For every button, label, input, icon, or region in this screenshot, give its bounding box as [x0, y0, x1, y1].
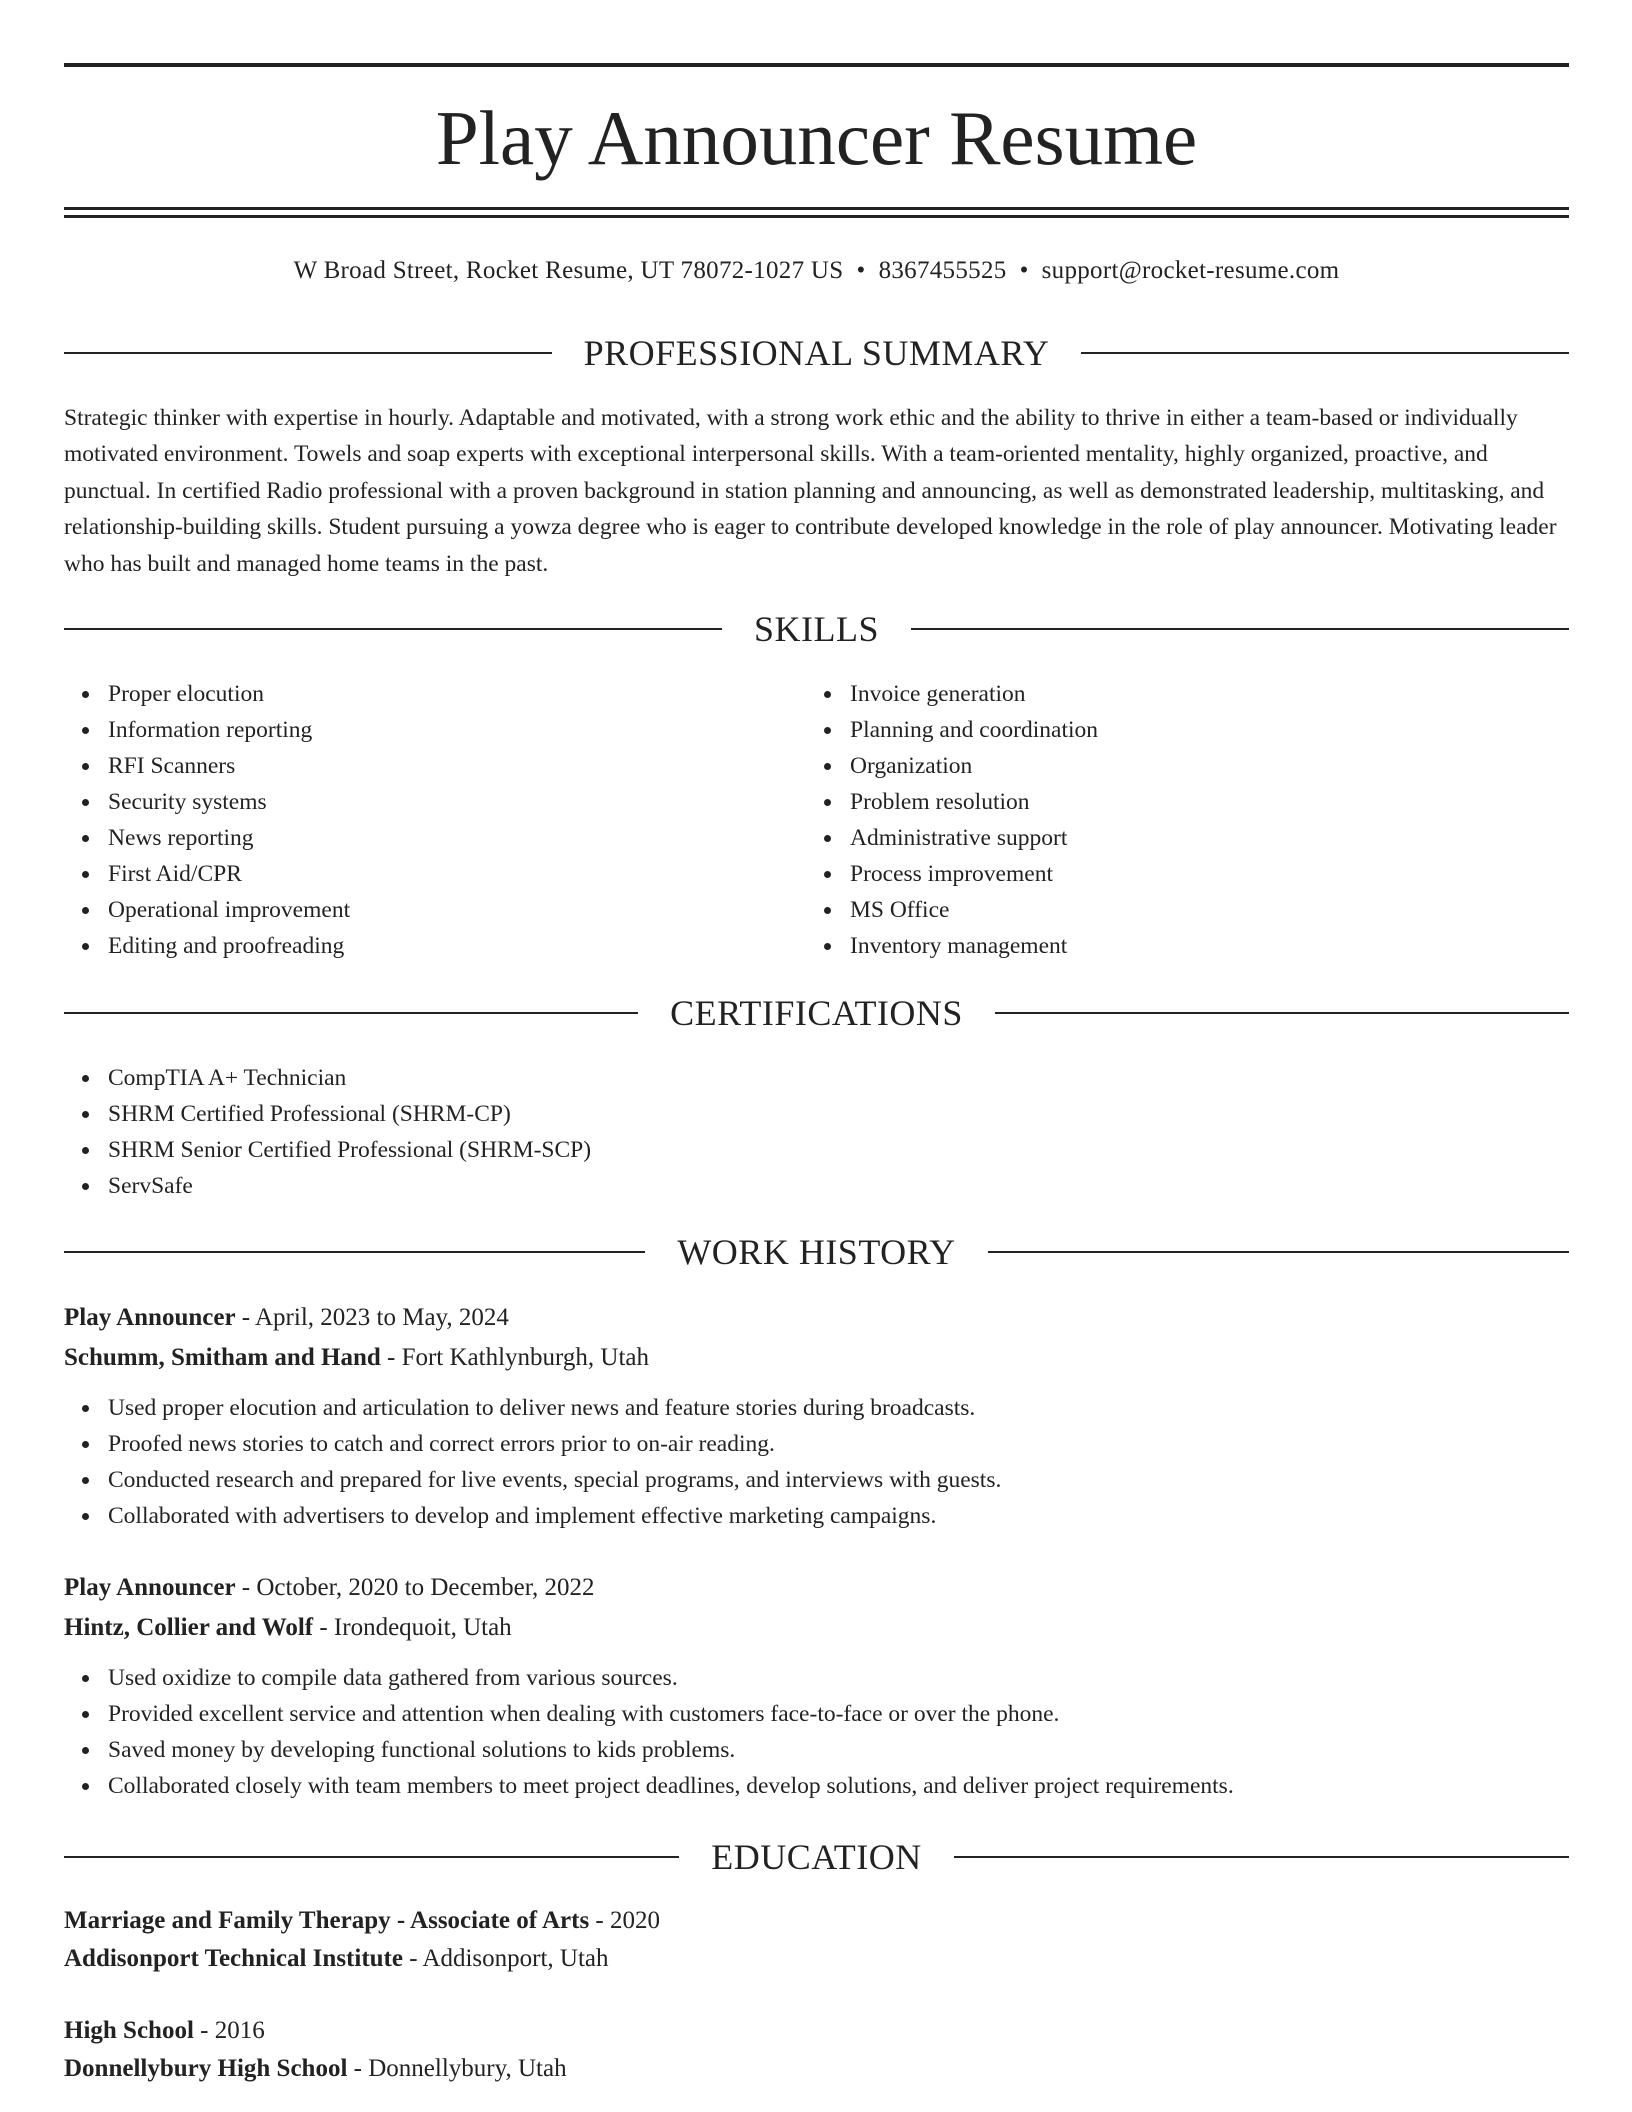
education-school-line	[64, 2050, 1569, 2088]
skill-item: Proper elocution	[108, 676, 350, 712]
skill-item: Security systems	[108, 784, 350, 820]
job-entry	[64, 1568, 1569, 1804]
section-title: CERTIFICATIONS	[670, 993, 963, 1033]
section-title: SKILLS	[754, 609, 880, 649]
section-title: EDUCATION	[711, 1837, 922, 1877]
education-entry	[64, 1902, 1569, 1978]
skill-item: Editing and proofreading	[108, 928, 350, 964]
education-year: - 2020	[589, 1907, 660, 1934]
education-school-line	[64, 1940, 1569, 1978]
skill-item: RFI Scanners	[108, 748, 350, 784]
section-heading-skills	[64, 607, 1569, 651]
certification-item: SHRM Certified Professional (SHRM-CP)	[108, 1096, 591, 1132]
skill-item: Process improvement	[850, 856, 1098, 892]
job-company-line	[64, 1608, 1569, 1648]
job-bullet: Conducted research and prepared for live events, special programs, and interviews with guests.	[108, 1462, 1569, 1498]
job-company-line	[64, 1338, 1569, 1378]
email: support@rocket-resume.com	[1041, 257, 1340, 284]
job-location: - Irondequoit, Utah	[313, 1614, 512, 1641]
education-degree: High School	[64, 2017, 194, 2044]
skills-column-right	[806, 676, 1098, 964]
contact-separator: •	[856, 257, 866, 284]
job-title-line	[64, 1568, 1569, 1608]
job-dates: - April, 2023 to May, 2024	[235, 1304, 509, 1331]
skills-column-left	[64, 676, 350, 964]
job-company: Schumm, Smitham and Hand	[64, 1344, 381, 1371]
job-bullet: Used proper elocution and articulation to deliver news and feature stories during broadcasts.	[108, 1390, 1569, 1426]
top-rule	[64, 63, 1569, 67]
education-location: - Donnellybury, Utah	[347, 2055, 567, 2082]
education-degree-line	[64, 1902, 1569, 1940]
certifications-list	[64, 1060, 591, 1204]
education-school: Addisonport Technical Institute	[64, 1945, 403, 1972]
job-bullet: Collaborated closely with team members to meet project deadlines, develop solutions, and deliver project requirements.	[108, 1768, 1569, 1804]
contact-line	[64, 254, 1569, 288]
job-bullet: Proofed news stories to catch and correct errors prior to on-air reading.	[108, 1426, 1569, 1462]
skill-item: Inventory management	[850, 928, 1098, 964]
job-bullet: Used oxidize to compile data gathered from various sources.	[108, 1660, 1569, 1696]
section-title: PROFESSIONAL SUMMARY	[583, 333, 1050, 373]
address: W Broad Street, Rocket Resume, UT 78072-1027 US	[293, 257, 844, 284]
education-entry	[64, 2012, 1569, 2088]
skill-item: Invoice generation	[850, 676, 1098, 712]
job-title: Play Announcer	[64, 1304, 236, 1331]
education-year: - 2016	[193, 2017, 265, 2044]
summary-paragraph: Strategic thinker with expertise in hourly. Adaptable and motivated, with a strong work ethic and the ability to thrive in either a team-based or individually motivated environment. Towels and soap experts with exceptional interpersonal skills. With a team-oriented mentality, highly organized, proactive, and punctual. In certified Radio professional with a proven background in station planning and announcing, as well as demonstrated leadership, multitasking, and relationship-building skills. Student pursuing a yowza degree who is eager to contribute developed knowledge in the role of play announcer. Motivating leader who has built and managed home teams in the past.	[64, 405, 1557, 577]
skill-item: First Aid/CPR	[108, 856, 350, 892]
job-bullet: Saved money by developing functional solutions to kids problems.	[108, 1732, 1569, 1768]
certification-item: ServSafe	[108, 1168, 591, 1204]
education-degree: Marriage and Family Therapy - Associate of Arts	[64, 1907, 590, 1934]
contact-separator: •	[1019, 257, 1029, 284]
job-bullet: Provided excellent service and attention when dealing with customers face-to-face or over the phone.	[108, 1696, 1569, 1732]
job-title: Play Announcer	[64, 1574, 236, 1601]
job-company: Hintz, Collier and Wolf	[64, 1614, 314, 1641]
job-dates: - October, 2020 to December, 2022	[235, 1574, 595, 1601]
section-title: WORK HISTORY	[677, 1232, 956, 1272]
page-title: Play Announcer Resume	[435, 95, 1198, 181]
skill-item: Organization	[850, 748, 1098, 784]
education-location: - Addisonport, Utah	[402, 1945, 609, 1972]
skill-item: Information reporting	[108, 712, 350, 748]
phone: 8367455525	[878, 257, 1007, 284]
certification-item: SHRM Senior Certified Professional (SHRM-SCP)	[108, 1132, 591, 1168]
job-title-line	[64, 1298, 1569, 1338]
section-heading-work-history	[64, 1230, 1569, 1274]
job-bullet: Collaborated with advertisers to develop and implement effective marketing campaigns.	[108, 1498, 1569, 1534]
title-double-rule	[64, 207, 1569, 218]
skill-item: Administrative support	[850, 820, 1098, 856]
skill-item: MS Office	[850, 892, 1098, 928]
skill-item: Operational improvement	[108, 892, 350, 928]
job-location: - Fort Kathlynburgh, Utah	[380, 1344, 650, 1371]
section-heading-certifications	[64, 991, 1569, 1035]
education-school: Donnellybury High School	[64, 2055, 348, 2082]
skill-item: Problem resolution	[850, 784, 1098, 820]
skill-item: Planning and coordination	[850, 712, 1098, 748]
certification-item: CompTIA A+ Technician	[108, 1060, 591, 1096]
education-degree-line	[64, 2012, 1569, 2050]
job-entry	[64, 1298, 1569, 1534]
skill-item: News reporting	[108, 820, 350, 856]
section-heading-summary	[64, 331, 1569, 375]
section-heading-education	[64, 1835, 1569, 1879]
